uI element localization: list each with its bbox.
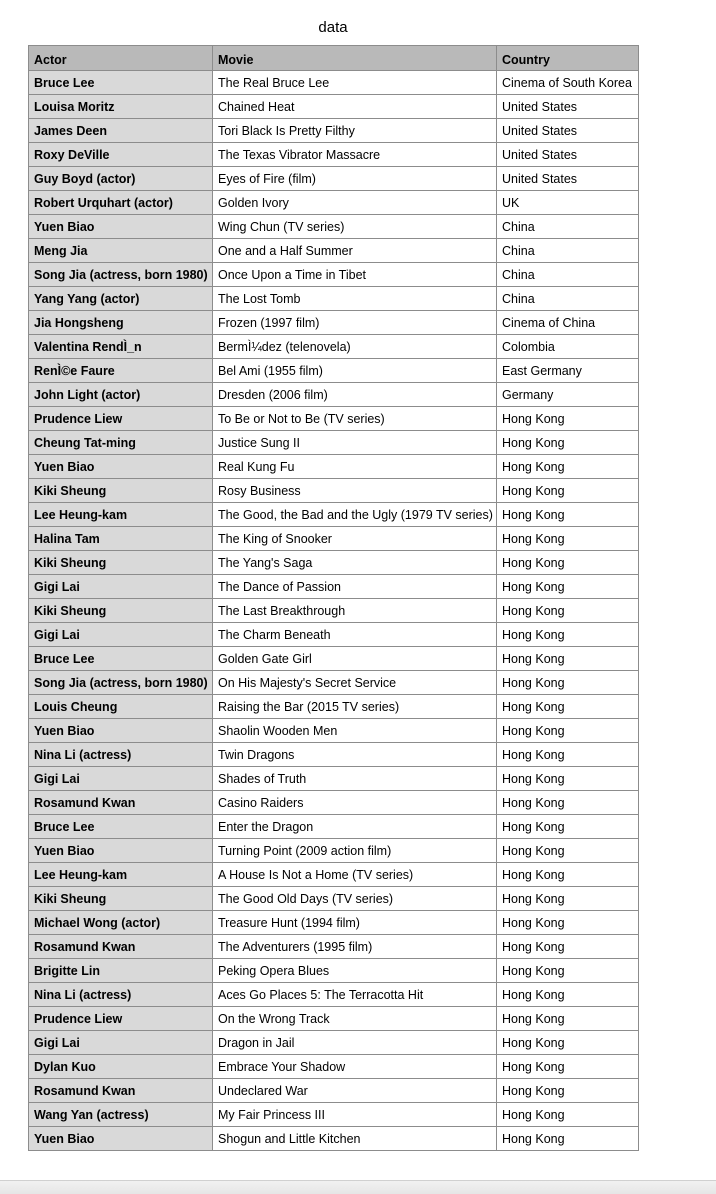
data-table: [28, 45, 639, 1151]
actor-cell[interactable]: Guy Boyd (actor): [29, 167, 213, 191]
table-row: [29, 959, 639, 983]
table-row: [29, 1103, 639, 1127]
country-cell[interactable]: Hong Kong: [497, 1031, 639, 1055]
table-row: [29, 935, 639, 959]
movie-cell[interactable]: Treasure Hunt (1994 film): [213, 911, 497, 935]
actor-cell[interactable]: Gigi Lai: [29, 623, 213, 647]
window-bottom-edge: [0, 1180, 716, 1194]
country-cell[interactable]: Hong Kong: [497, 551, 639, 575]
country-cell[interactable]: Hong Kong: [497, 935, 639, 959]
movie-cell[interactable]: Dresden (2006 film): [213, 383, 497, 407]
movie-cell[interactable]: Real Kung Fu: [213, 455, 497, 479]
actor-cell[interactable]: Kiki Sheung: [29, 551, 213, 575]
country-cell[interactable]: China: [497, 215, 639, 239]
actor-cell[interactable]: Bruce Lee: [29, 815, 213, 839]
country-cell[interactable]: China: [497, 263, 639, 287]
actor-cell[interactable]: Rosamund Kwan: [29, 1079, 213, 1103]
header-row: [29, 46, 639, 71]
country-cell[interactable]: Colombia: [497, 335, 639, 359]
table-row: [29, 791, 639, 815]
movie-cell[interactable]: Once Upon a Time in Tibet: [213, 263, 497, 287]
actor-cell[interactable]: Yuen Biao: [29, 455, 213, 479]
movie-cell[interactable]: Frozen (1997 film): [213, 311, 497, 335]
country-cell[interactable]: Hong Kong: [497, 983, 639, 1007]
movie-cell[interactable]: Shogun and Little Kitchen: [213, 1127, 497, 1151]
movie-cell[interactable]: To Be or Not to Be (TV series): [213, 407, 497, 431]
table-row: [29, 1007, 639, 1031]
movie-cell[interactable]: Embrace Your Shadow: [213, 1055, 497, 1079]
actor-cell[interactable]: Dylan Kuo: [29, 1055, 213, 1079]
country-cell[interactable]: Hong Kong: [497, 503, 639, 527]
country-cell[interactable]: Hong Kong: [497, 431, 639, 455]
actor-cell[interactable]: Gigi Lai: [29, 575, 213, 599]
movie-cell[interactable]: Chained Heat: [213, 95, 497, 119]
movie-cell[interactable]: Shades of Truth: [213, 767, 497, 791]
actor-cell[interactable]: James Deen: [29, 119, 213, 143]
movie-cell[interactable]: Raising the Bar (2015 TV series): [213, 695, 497, 719]
actor-cell[interactable]: RenÌ©e Faure: [29, 359, 213, 383]
table-row: [29, 95, 639, 119]
movie-cell[interactable]: The Adventurers (1995 film): [213, 935, 497, 959]
actor-cell[interactable]: Yuen Biao: [29, 215, 213, 239]
country-cell[interactable]: Hong Kong: [497, 959, 639, 983]
country-cell[interactable]: Hong Kong: [497, 647, 639, 671]
column-header-movie[interactable]: Movie: [213, 46, 497, 71]
country-cell[interactable]: Hong Kong: [497, 455, 639, 479]
table-row: [29, 599, 639, 623]
actor-cell[interactable]: Nina Li (actress): [29, 743, 213, 767]
actor-cell[interactable]: Nina Li (actress): [29, 983, 213, 1007]
movie-cell[interactable]: Rosy Business: [213, 479, 497, 503]
country-cell[interactable]: Hong Kong: [497, 863, 639, 887]
table-row: [29, 647, 639, 671]
country-cell[interactable]: Hong Kong: [497, 791, 639, 815]
country-cell[interactable]: Hong Kong: [497, 671, 639, 695]
actor-cell[interactable]: Cheung Tat-ming: [29, 431, 213, 455]
movie-cell[interactable]: Eyes of Fire (film): [213, 167, 497, 191]
movie-cell[interactable]: Peking Opera Blues: [213, 959, 497, 983]
movie-cell[interactable]: The Dance of Passion: [213, 575, 497, 599]
table-row: [29, 359, 639, 383]
actor-cell[interactable]: Yuen Biao: [29, 1127, 213, 1151]
table-row: [29, 839, 639, 863]
table-row: [29, 743, 639, 767]
actor-cell[interactable]: Song Jia (actress, born 1980): [29, 263, 213, 287]
movie-cell[interactable]: The Real Bruce Lee: [213, 71, 497, 95]
table-row: [29, 1127, 639, 1151]
actor-cell[interactable]: Rosamund Kwan: [29, 791, 213, 815]
country-cell[interactable]: Hong Kong: [497, 1007, 639, 1031]
country-cell[interactable]: United States: [497, 119, 639, 143]
actor-cell[interactable]: Lee Heung-kam: [29, 503, 213, 527]
country-cell[interactable]: Hong Kong: [497, 527, 639, 551]
actor-cell[interactable]: Jia Hongsheng: [29, 311, 213, 335]
actor-cell[interactable]: Gigi Lai: [29, 1031, 213, 1055]
actor-cell[interactable]: Brigitte Lin: [29, 959, 213, 983]
country-cell[interactable]: Hong Kong: [497, 719, 639, 743]
table-row: [29, 527, 639, 551]
movie-cell[interactable]: On the Wrong Track: [213, 1007, 497, 1031]
actor-cell[interactable]: Yang Yang (actor): [29, 287, 213, 311]
column-header-country[interactable]: Country: [497, 46, 639, 71]
actor-cell[interactable]: Wang Yan (actress): [29, 1103, 213, 1127]
actor-cell[interactable]: Louis Cheung: [29, 695, 213, 719]
table-row: [29, 911, 639, 935]
table-row: [29, 815, 639, 839]
table-row: [29, 863, 639, 887]
table-row: [29, 311, 639, 335]
country-cell[interactable]: Cinema of South Korea: [497, 71, 639, 95]
movie-cell[interactable]: Tori Black Is Pretty Filthy: [213, 119, 497, 143]
table-row: [29, 1055, 639, 1079]
actor-cell[interactable]: Bruce Lee: [29, 647, 213, 671]
movie-cell[interactable]: On His Majesty's Secret Service: [213, 671, 497, 695]
table-row: [29, 287, 639, 311]
movie-cell[interactable]: Dragon in Jail: [213, 1031, 497, 1055]
country-cell[interactable]: Hong Kong: [497, 1103, 639, 1127]
table-row: [29, 479, 639, 503]
table-row: [29, 167, 639, 191]
table-row: [29, 263, 639, 287]
movie-cell[interactable]: The Lost Tomb: [213, 287, 497, 311]
table-row: [29, 239, 639, 263]
country-cell[interactable]: China: [497, 287, 639, 311]
movie-cell[interactable]: The King of Snooker: [213, 527, 497, 551]
country-cell[interactable]: Hong Kong: [497, 911, 639, 935]
country-cell[interactable]: Hong Kong: [497, 1079, 639, 1103]
actor-cell[interactable]: Lee Heung-kam: [29, 863, 213, 887]
actor-cell[interactable]: Gigi Lai: [29, 767, 213, 791]
actor-cell[interactable]: Prudence Liew: [29, 1007, 213, 1031]
movie-cell[interactable]: The Good Old Days (TV series): [213, 887, 497, 911]
movie-cell[interactable]: Golden Ivory: [213, 191, 497, 215]
country-cell[interactable]: Hong Kong: [497, 599, 639, 623]
movie-cell[interactable]: Wing Chun (TV series): [213, 215, 497, 239]
actor-cell[interactable]: John Light (actor): [29, 383, 213, 407]
movie-cell[interactable]: Golden Gate Girl: [213, 647, 497, 671]
country-cell[interactable]: Hong Kong: [497, 743, 639, 767]
table-row: [29, 191, 639, 215]
movie-cell[interactable]: The Texas Vibrator Massacre: [213, 143, 497, 167]
table-row: [29, 623, 639, 647]
country-cell[interactable]: Hong Kong: [497, 839, 639, 863]
movie-cell[interactable]: The Good, the Bad and the Ugly (1979 TV series): [213, 503, 497, 527]
country-cell[interactable]: UK: [497, 191, 639, 215]
actor-cell[interactable]: Meng Jia: [29, 239, 213, 263]
country-cell[interactable]: Hong Kong: [497, 479, 639, 503]
movie-cell[interactable]: My Fair Princess III: [213, 1103, 497, 1127]
actor-cell[interactable]: Yuen Biao: [29, 839, 213, 863]
actor-cell[interactable]: Kiki Sheung: [29, 479, 213, 503]
movie-cell[interactable]: Justice Sung II: [213, 431, 497, 455]
movie-cell[interactable]: One and a Half Summer: [213, 239, 497, 263]
table-row: [29, 887, 639, 911]
country-cell[interactable]: Hong Kong: [497, 407, 639, 431]
table-row: [29, 575, 639, 599]
actor-cell[interactable]: Valentina RendÌ_n: [29, 335, 213, 359]
movie-cell[interactable]: The Yang's Saga: [213, 551, 497, 575]
movie-cell[interactable]: Aces Go Places 5: The Terracotta Hit: [213, 983, 497, 1007]
table-row: [29, 383, 639, 407]
movie-cell[interactable]: Enter the Dragon: [213, 815, 497, 839]
actor-cell[interactable]: Kiki Sheung: [29, 887, 213, 911]
table-row: [29, 671, 639, 695]
movie-cell[interactable]: Twin Dragons: [213, 743, 497, 767]
actor-cell[interactable]: Roxy DeVille: [29, 143, 213, 167]
country-cell[interactable]: United States: [497, 95, 639, 119]
actor-cell[interactable]: Michael Wong (actor): [29, 911, 213, 935]
table-row: [29, 335, 639, 359]
movie-cell[interactable]: Casino Raiders: [213, 791, 497, 815]
actor-cell[interactable]: Bruce Lee: [29, 71, 213, 95]
actor-cell[interactable]: Song Jia (actress, born 1980): [29, 671, 213, 695]
actor-cell[interactable]: Louisa Moritz: [29, 95, 213, 119]
country-cell[interactable]: Germany: [497, 383, 639, 407]
actor-cell[interactable]: Robert Urquhart (actor): [29, 191, 213, 215]
table-row: [29, 767, 639, 791]
table-row: [29, 407, 639, 431]
country-cell[interactable]: Hong Kong: [497, 767, 639, 791]
country-cell[interactable]: Hong Kong: [497, 623, 639, 647]
country-cell[interactable]: Hong Kong: [497, 887, 639, 911]
table-body: [29, 71, 639, 1151]
table-row: [29, 719, 639, 743]
country-cell[interactable]: Hong Kong: [497, 1055, 639, 1079]
actor-cell[interactable]: Yuen Biao: [29, 719, 213, 743]
table-row: [29, 503, 639, 527]
actor-cell[interactable]: Rosamund Kwan: [29, 935, 213, 959]
table-row: [29, 695, 639, 719]
table-row: [29, 119, 639, 143]
movie-cell[interactable]: Undeclared War: [213, 1079, 497, 1103]
country-cell[interactable]: United States: [497, 167, 639, 191]
table-row: [29, 215, 639, 239]
movie-cell[interactable]: Shaolin Wooden Men: [213, 719, 497, 743]
table-row: [29, 983, 639, 1007]
movie-cell[interactable]: A House Is Not a Home (TV series): [213, 863, 497, 887]
table-row: [29, 71, 639, 95]
actor-cell[interactable]: Prudence Liew: [29, 407, 213, 431]
actor-cell[interactable]: Kiki Sheung: [29, 599, 213, 623]
country-cell[interactable]: East Germany: [497, 359, 639, 383]
country-cell[interactable]: Hong Kong: [497, 815, 639, 839]
movie-cell[interactable]: Turning Point (2009 action film): [213, 839, 497, 863]
country-cell[interactable]: China: [497, 239, 639, 263]
table-row: [29, 1079, 639, 1103]
table-row: [29, 551, 639, 575]
country-cell[interactable]: Hong Kong: [497, 1127, 639, 1151]
movie-cell[interactable]: BermÌ¼dez (telenovela): [213, 335, 497, 359]
country-cell[interactable]: Hong Kong: [497, 695, 639, 719]
country-cell[interactable]: Cinema of China: [497, 311, 639, 335]
sheet-title: data: [318, 19, 348, 36]
movie-cell[interactable]: Bel Ami (1955 film): [213, 359, 497, 383]
table-row: [29, 431, 639, 455]
column-header-actor[interactable]: Actor: [29, 46, 213, 71]
table-row: [29, 455, 639, 479]
country-cell[interactable]: Hong Kong: [497, 575, 639, 599]
movie-cell[interactable]: The Charm Beneath: [213, 623, 497, 647]
actor-cell[interactable]: Halina Tam: [29, 527, 213, 551]
table-row: [29, 143, 639, 167]
table-row: [29, 1031, 639, 1055]
country-cell[interactable]: United States: [497, 143, 639, 167]
movie-cell[interactable]: The Last Breakthrough: [213, 599, 497, 623]
